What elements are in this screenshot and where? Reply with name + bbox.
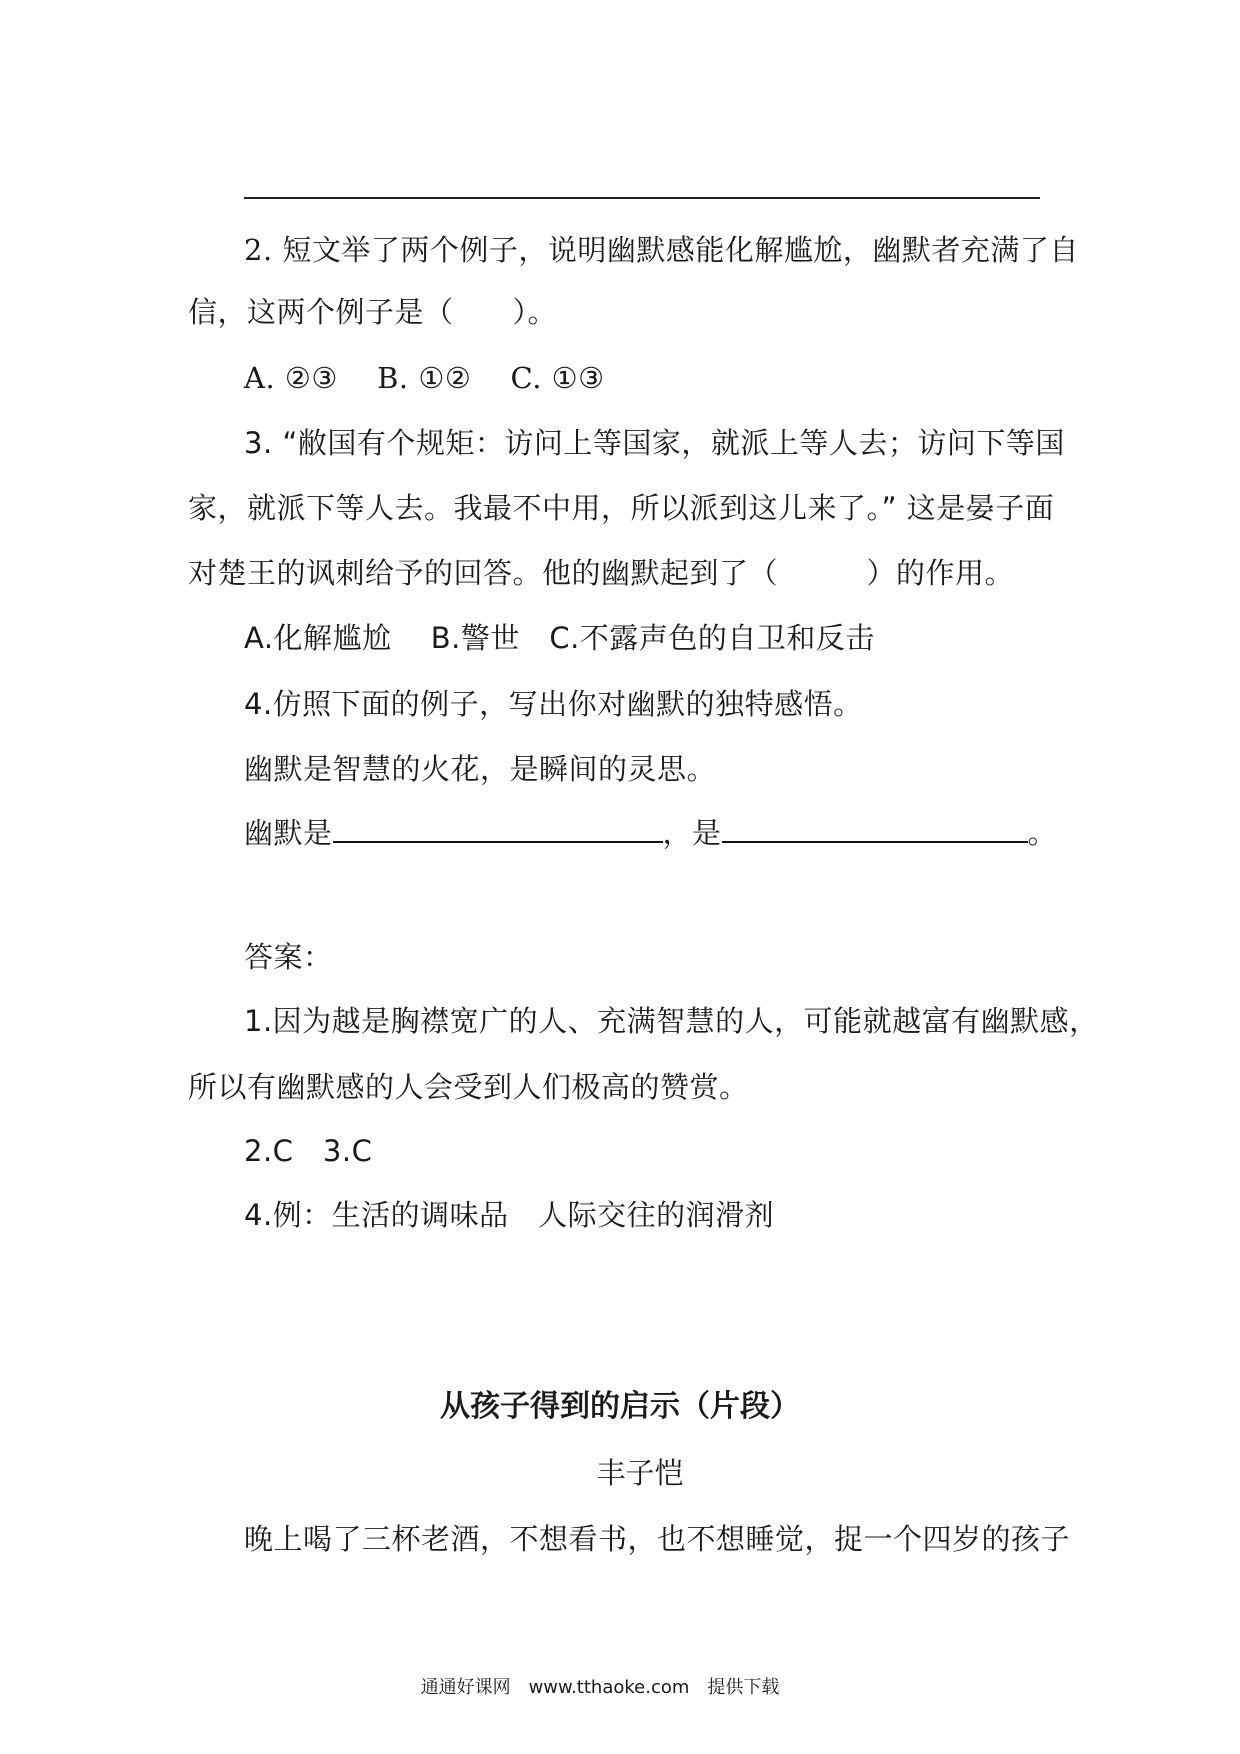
answers-heading: 答案： [244,940,333,974]
q3-line-3: 对楚王的讽刺给予的回答。他的幽默起到了（ ）的作用。 [188,556,1015,590]
top-rule [244,197,1040,199]
passage-first-line: 晚上喝了三杯老酒，不想看书，也不想睡觉，捉一个四岁的孩子 [244,1522,1071,1556]
q4-prompt: 4.仿照下面的例子，写出你对幽默的独特感悟。 [244,687,863,721]
q3-line-1: 3. “敝国有个规矩：访问上等国家，就派上等人去；访问下等国 [244,426,1065,460]
q2-options: A. ②③ B. ①② C. ①③ [244,361,605,395]
q2-line-2: 信，这两个例子是（ ）。 [188,295,558,329]
answer-1-line-2: 所以有幽默感的人会受到人们极高的赞赏。 [188,1070,749,1104]
footer-text: 通通好课网 www.tthaoke.com 提供下载 [420,1677,780,1698]
q2-line-1: 2. 短文举了两个例子，说明幽默感能化解尴尬，幽默者充满了自 [244,233,1079,267]
answer-4: 4.例：生活的调味品 人际交往的润滑剂 [244,1198,775,1232]
q4-example: 幽默是智慧的火花，是瞬间的灵思。 [244,752,717,786]
q3-line-2: 家，就派下等人去。我最不中用，所以派到这儿来了。” 这是晏子面 [188,491,1055,525]
passage-title: 从孩子得到的启示（片段） [440,1389,800,1424]
q4-blank-2[interactable] [722,815,1028,843]
q4-fill-prefix: 幽默是 [244,816,333,850]
q4-fill-middle: ，是 [662,816,722,850]
q4-blank-1[interactable] [333,815,663,843]
q3-options: A.化解尴尬 B.警世 C.不露声色的自卫和反击 [244,621,875,655]
answer-2-3: 2.C 3.C [244,1134,373,1168]
q4-fill-suffix: 。 [1027,816,1058,850]
q4-fill-line [244,813,1057,853]
passage-author: 丰子恺 [596,1456,684,1490]
answer-1-line-1: 1.因为越是胸襟宽广的人、充满智慧的人，可能就越富有幽默感， [244,1004,1099,1038]
